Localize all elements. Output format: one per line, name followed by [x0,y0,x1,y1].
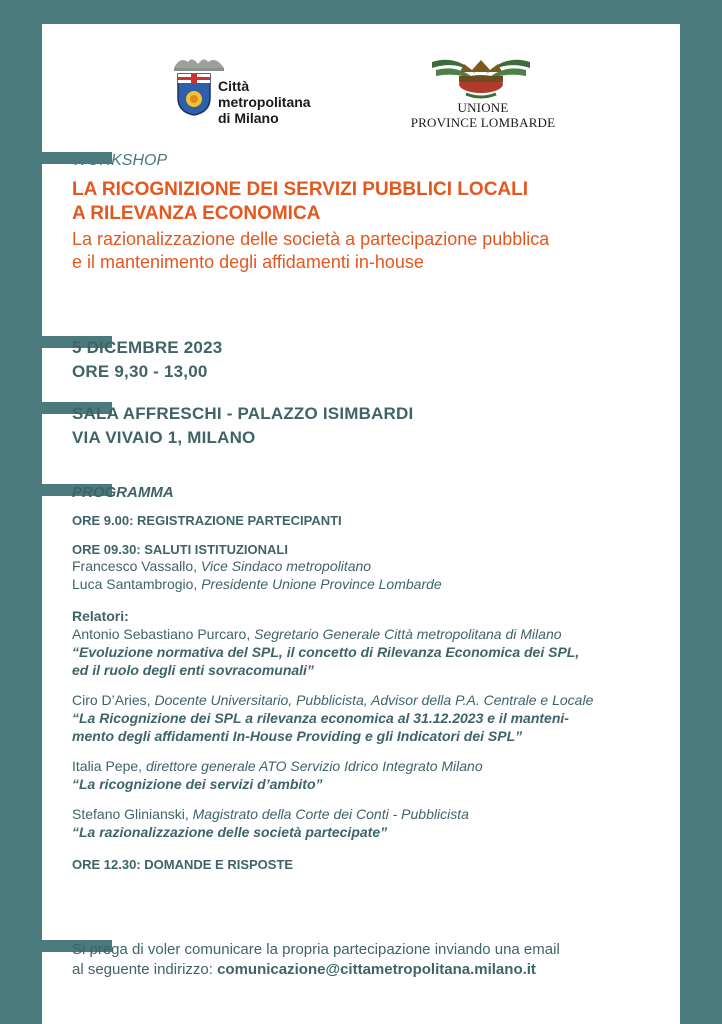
greeting-item: Luca Santambrogio, Presidente Unione Province Lombarde [72,576,442,592]
event-subtitle: La razionalizzazione delle società a partecipazione pubblica e il mantenimento degli affidamenti in-house [72,229,550,272]
laurel-crown-emblem-icon [426,54,536,100]
program [72,484,672,872]
event-date: 5 DICEMBRE 2023 [72,338,223,357]
citta-metropolitana-logo [170,54,350,134]
speaker-item: Stefano Glinianski, Magistrato della Corte dei Conti - Pubblicista “La razionalizzazione delle società partecipate” [72,806,469,840]
speaker-item: Antonio Sebastiano Purcaro, Segretario Generale Città metropolitana di Milano “Evoluzione normativa del SPL, il concetto di Rilevanza Economica dei SPL, ed il ruolo degli enti sovracomunali” [72,626,580,678]
venue-name: SALA AFFRESCHI - PALAZZO ISIMBARDI [72,404,414,423]
event-header [72,152,672,274]
event-time: ORE 9,30 - 13,00 [72,362,208,381]
speaker-item: Ciro D’Aries, Docente Universitario, Pubblicista, Advisor della P.A. Centrale e Locale “La Ricognizione dei SPL a rilevanza economica al 31.12.2023 e il manteni- mento degli affidamenti In-House Providing e gli Indicatori dei SPL” [72,692,594,744]
shield-emblem-icon [176,72,212,116]
speakers-heading: Relatori: [72,608,129,624]
rsvp-note: Si prega di voler comunicare la propria partecipazione inviando una email al seguente indirizzo: comunicazione@cittametropolitana.milano.it [72,941,560,978]
unione-province-lombarde-logo [408,54,558,134]
flyer-page [42,24,680,1024]
event-title: LA RICOGNIZIONE DEI SERVIZI PUBBLICI LOCALI A RILEVANZA ECONOMICA [72,179,529,224]
program-slot-qa: ORE 12.30: DOMANDE E RISPOSTE [72,857,294,872]
speaker-item: Italia Pepe, direttore generale ATO Servizio Idrico Integrato Milano “La ricognizione dei servizi d’ambito” [72,758,483,792]
unione-province-lombarde-wordmark: UNIONE PROVINCE LOMBARDE [410,100,556,130]
venue-address: VIA VIVAIO 1, MILANO [72,428,256,447]
greeting-item: Francesco Vassallo, Vice Sindaco metropolitano [72,558,372,574]
program-slot-registration: ORE 9.00: REGISTRAZIONE PARTECIPANTI [72,513,342,528]
program-heading: PROGRAMMA [72,484,174,501]
logo-bar [42,38,680,138]
event-venue [72,402,672,450]
event-datetime [72,336,672,384]
crown-icon [170,54,230,72]
program-slot-greetings: ORE 09.30: SALUTI ISTITUZIONALI [72,542,288,557]
event-kicker: WORKSHOP [72,152,168,169]
citta-metropolitana-wordmark: Città metropolitana di Milano [218,78,311,126]
contact-email-link[interactable]: comunicazione@cittametropolitana.milano.it [217,961,536,978]
